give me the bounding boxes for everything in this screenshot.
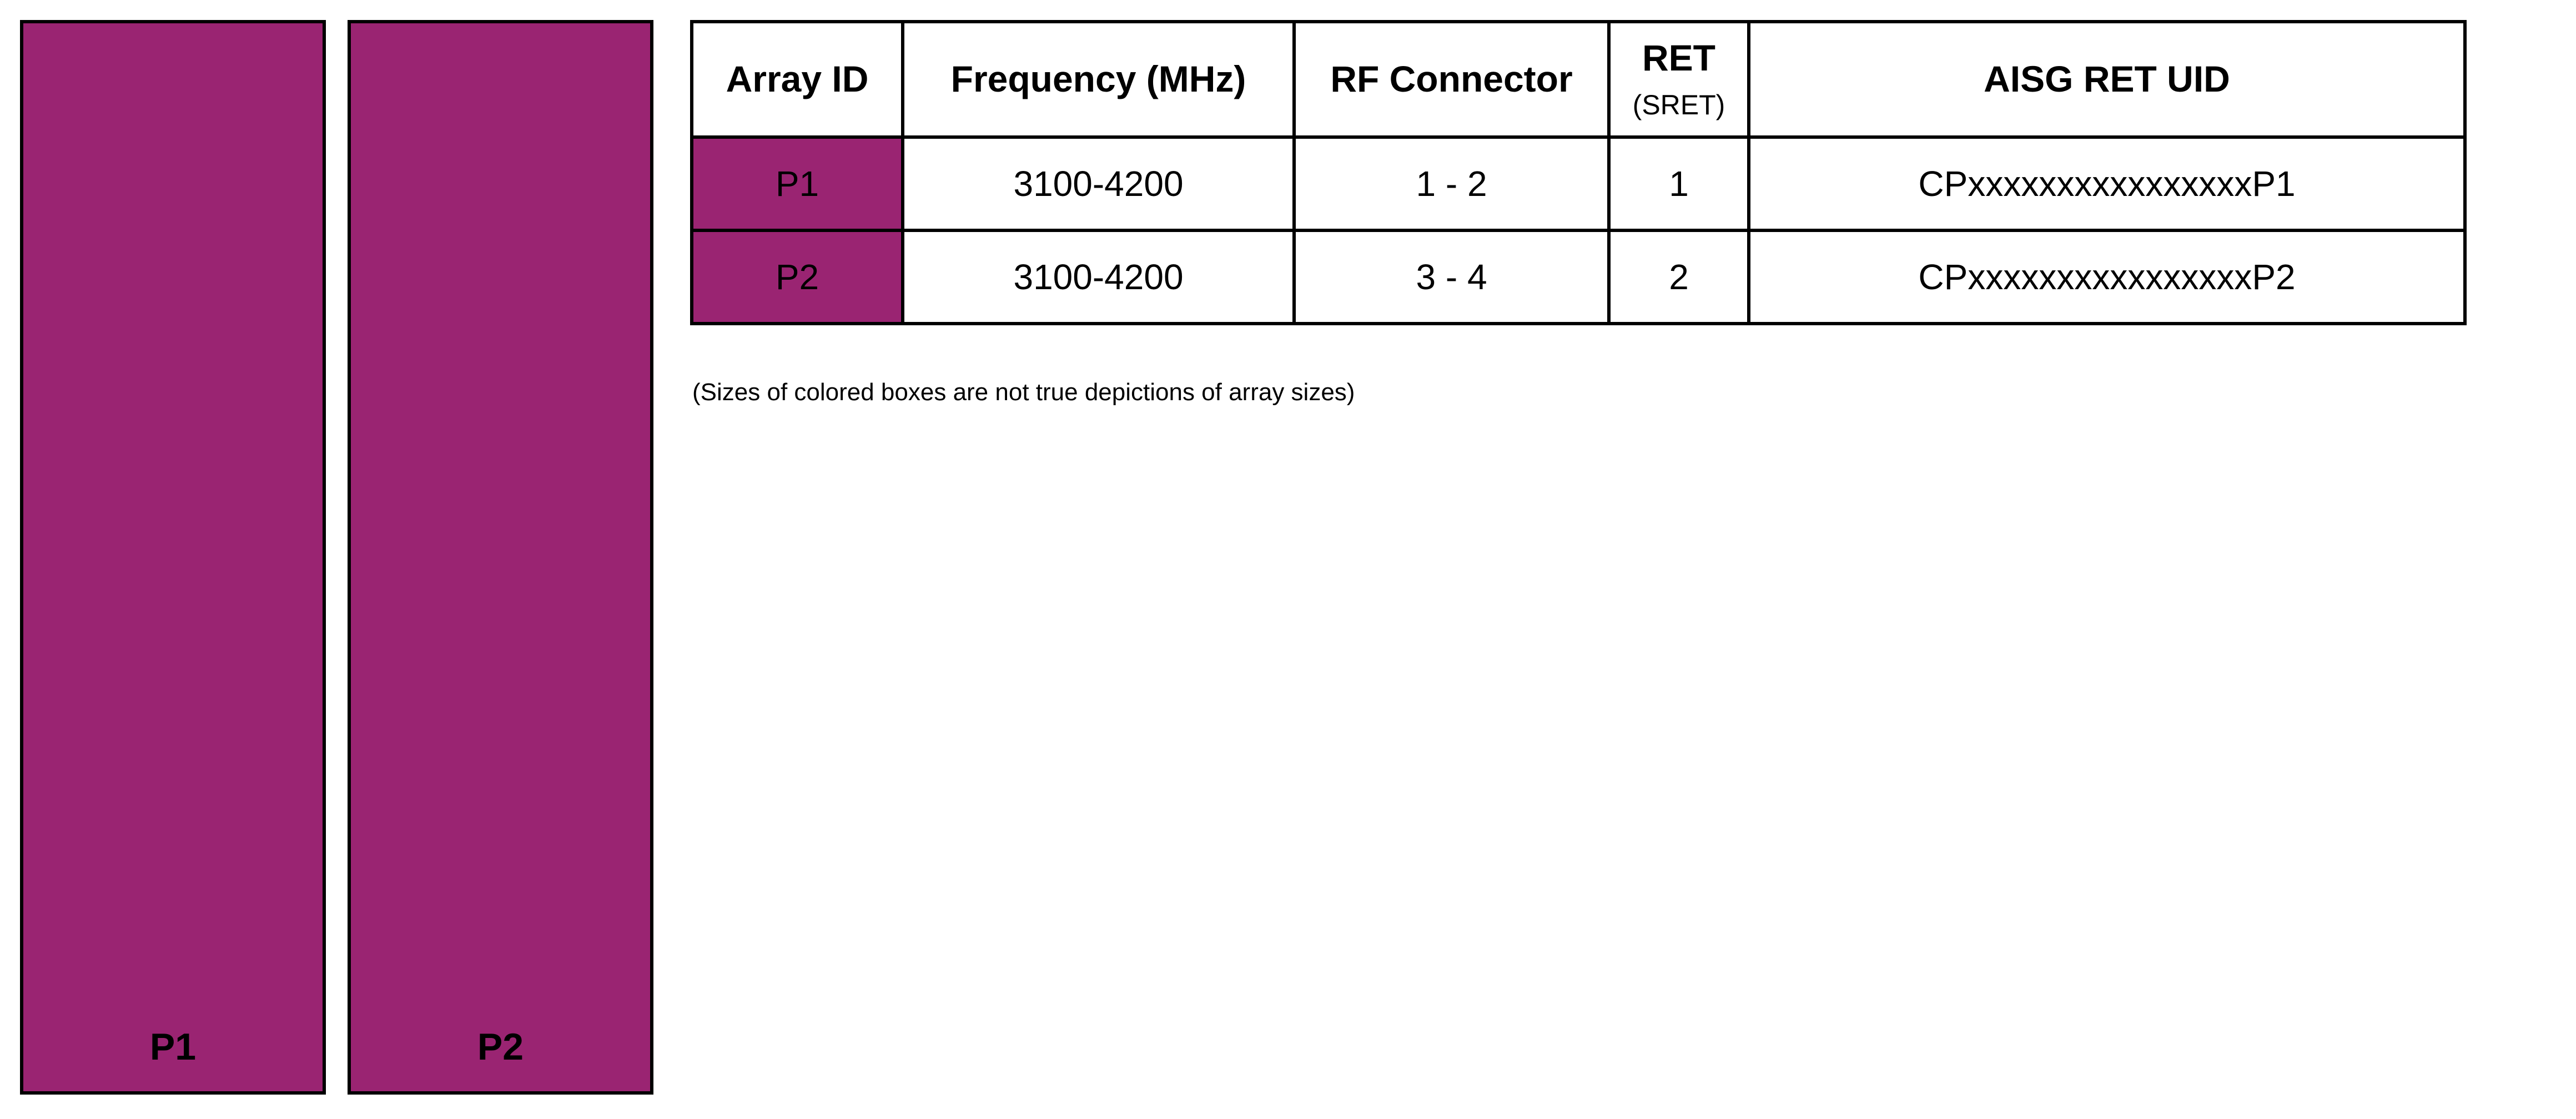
array-box-p2 — [348, 20, 653, 1095]
cell-p2-array-id: P2 — [692, 230, 903, 324]
header-ret-sub: (SRET) — [1632, 89, 1725, 121]
cell-p2-aisg-ret-uid: CPxxxxxxxxxxxxxxxxP2 — [1749, 230, 2465, 324]
array-size-note: (Sizes of colored boxes are not true depictions of array sizes) — [692, 379, 1355, 406]
table-row-p1 — [692, 137, 2465, 230]
table-row-p2 — [692, 230, 2465, 324]
header-ret — [1609, 22, 1749, 137]
array-box-p1 — [20, 20, 326, 1095]
header-aisg-ret-uid: AISG RET UID — [1749, 22, 2465, 137]
cell-p1-rf-connector: 1 - 2 — [1294, 137, 1609, 230]
table-header-row — [692, 22, 2465, 137]
array-spec-table — [690, 20, 2467, 325]
header-frequency: Frequency (MHz) — [903, 22, 1294, 137]
cell-p1-aisg-ret-uid: CPxxxxxxxxxxxxxxxxP1 — [1749, 137, 2465, 230]
cell-p1-frequency: 3100-4200 — [903, 137, 1294, 230]
array-box-p2-label: P2 — [477, 1026, 524, 1068]
cell-p2-rf-connector: 3 - 4 — [1294, 230, 1609, 324]
cell-p1-array-id: P1 — [692, 137, 903, 230]
cell-p2-frequency: 3100-4200 — [903, 230, 1294, 324]
cell-p2-ret: 2 — [1609, 230, 1749, 324]
cell-p1-ret: 1 — [1609, 137, 1749, 230]
header-ret-main: RET — [1642, 37, 1715, 79]
header-array-id: Array ID — [692, 22, 903, 137]
header-rf-connector: RF Connector — [1294, 22, 1609, 137]
array-box-p1-label: P1 — [149, 1026, 197, 1068]
